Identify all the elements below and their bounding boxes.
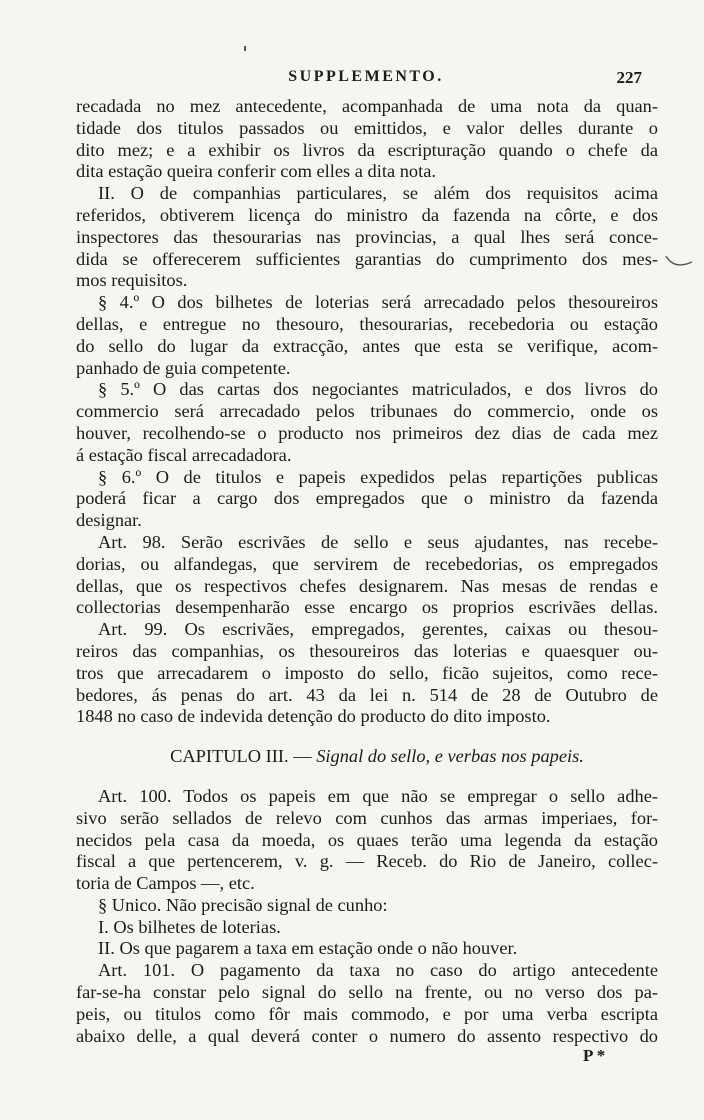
text-line: do sello do lugar da extracção, antes que esta se verifique, acom-	[76, 335, 658, 356]
chapter-heading	[76, 746, 658, 768]
text-line: dellas, e entregue no thesouro, thesourarias, recebedoria ou estação	[76, 313, 658, 334]
text-line: necidos pela casa da moeda, os quaes terão uma legenda da estação	[76, 829, 658, 850]
text-line: dito mez; e a exhibir os livros da escripturação quando o chefe da	[76, 139, 658, 160]
text-line: tidade dos titulos passados ou emittidos, e valor delles durante o	[76, 117, 658, 138]
text-line: referidos, obtiverem licença do ministro da fazenda na côrte, e dos	[76, 204, 658, 225]
text-line: § 6.º O de titulos e papeis expedidos pelas repartições publicas	[98, 466, 658, 487]
text-line: commercio será arrecadado pelos tribunaes do commercio, onde os	[76, 401, 658, 422]
text-line: peis, ou titulos como fôr mais commodo, e por uma verba escripta	[76, 1003, 658, 1024]
text-line: Art. 100. Todos os papeis em que não se empregar o sello adhe-	[98, 785, 658, 806]
text-line: § 4.º O dos bilhetes de loterias será arrecadado pelos thesoureiros	[98, 292, 658, 313]
text-block-chapter-iii	[76, 786, 658, 1048]
text-line: houver, recolhendo-se o producto nos primeiros dez dias de cada mez	[76, 422, 658, 443]
text-line: fiscal a que pertencerem, v. g. — Receb. do Rio de Janeiro, collec-	[76, 851, 658, 872]
text-line: dita estação queira conferir com elles a dita nota.	[76, 161, 436, 182]
text-line: dorias, ou alfandegas, que servirem de recebedorias, os empregados	[76, 553, 658, 574]
text-line: mos requisitos.	[76, 270, 188, 291]
text-line: designar.	[76, 510, 142, 531]
running-header	[76, 66, 656, 92]
ink-speck	[244, 46, 246, 51]
text-line: 1848 no caso de indevida detenção do producto do dito imposto.	[76, 706, 551, 727]
text-line: Art. 98. Serão escrivães de sello e seus ajudantes, nas recebe-	[98, 531, 658, 552]
text-line: sivo serão sellados de relevo com cunhos das armas imperiaes, for-	[76, 807, 658, 828]
margin-mark-icon	[664, 252, 694, 272]
text-line: toria de Campos —, etc.	[76, 873, 255, 894]
text-line: I. Os bilhetes de loterias.	[98, 916, 281, 937]
text-line: poderá ficar a cargo dos empregados que o ministro da fazenda	[76, 488, 658, 509]
text-line: panhado de guia competente.	[76, 357, 291, 378]
signature-mark: P *	[583, 1046, 606, 1065]
text-line: II. O de companhias particulares, se além dos requisitos acima	[98, 183, 658, 204]
chapter-subtitle: Signal do sello, e verbas nos papeis.	[316, 746, 584, 767]
text-line: § Unico. Não precisão signal de cunho:	[98, 894, 388, 915]
page-number: 227	[616, 68, 642, 87]
chapter-label: CAPITULO III. —	[170, 746, 317, 767]
body-text	[76, 96, 658, 1047]
text-line: á estação fiscal arrecadadora.	[76, 444, 292, 465]
text-line: tros que arrecadarem o imposto do sello, ficão sujeitos, como rece-	[76, 662, 658, 683]
text-line: § 5.º O das cartas dos negociantes matriculados, e dos livros do	[98, 379, 658, 400]
text-line: collectorias desempenharão esse encargo os proprios escrivães dellas.	[76, 597, 658, 618]
text-line: abaixo delle, a qual deverá conter o numero do assento respectivo do	[76, 1025, 658, 1046]
text-line: dida se offerecerem sufficientes garantias do cumprimento dos mes-	[76, 248, 658, 269]
text-line: inspectores das thesourarias nas provincias, a qual lhes será conce-	[76, 226, 658, 247]
text-line: Art. 101. O pagamento da taxa no caso do artigo antecedente	[98, 960, 658, 981]
text-line: dellas, que os respectivos chefes designarem. Nas mesas de rendas e	[76, 575, 658, 596]
text-block-articles	[76, 96, 658, 728]
text-line: II. Os que pagarem a taxa em estação onde o não houver.	[98, 938, 518, 959]
text-line: Art. 99. Os escrivães, empregados, gerentes, caixas ou thesou-	[98, 619, 658, 640]
text-line: reiros das companhias, os thesoureiros das loterias e quaesquer ou-	[76, 640, 658, 661]
running-title: SUPPLEMENTO.	[288, 68, 444, 85]
text-line: bedores, ás penas do art. 43 da lei n. 514 de 28 de Outubro de	[76, 684, 658, 705]
text-line: recadada no mez antecedente, acompanhada de uma nota da quan-	[76, 96, 658, 116]
text-line: far-se-ha constar pelo signal do sello na frente, ou no verso dos pa-	[76, 982, 658, 1003]
